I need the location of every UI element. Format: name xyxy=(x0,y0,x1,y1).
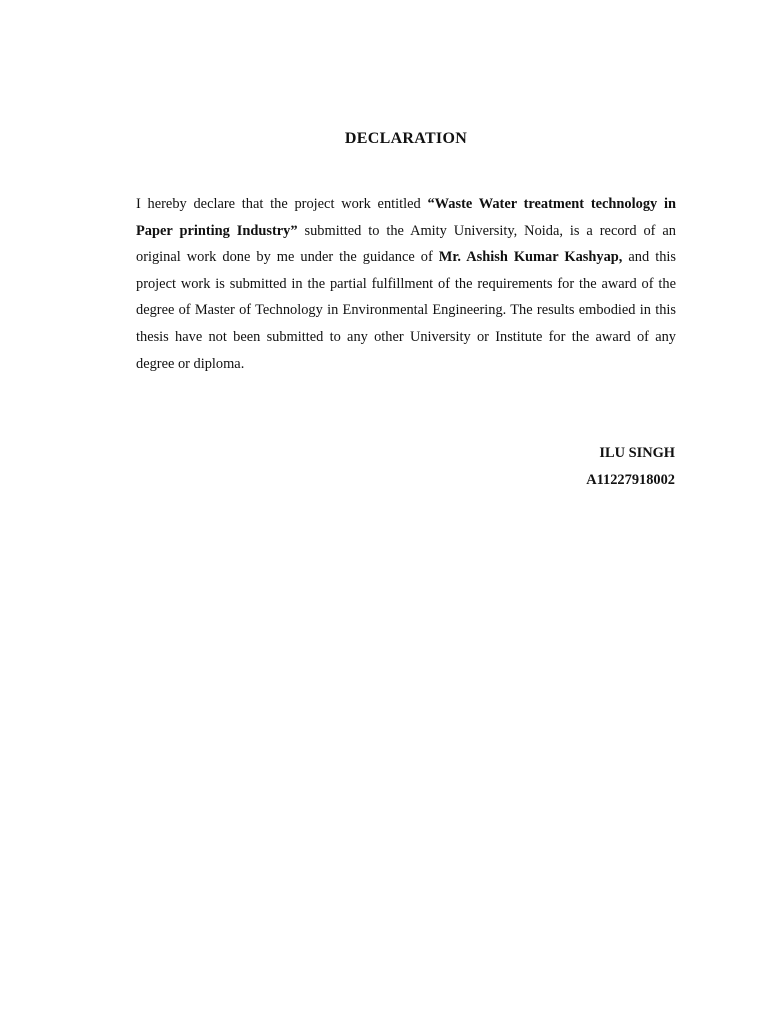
guide-name: Mr. Ashish Kumar Kashyap, xyxy=(438,249,623,266)
signatory-name: ILU SINGH xyxy=(599,445,675,461)
signature-block xyxy=(586,440,675,494)
paragraph-ending: and this project work is submitted in the partial fulfillment of the requirements for the award of the degree of Master of Technology in Environmental Engineering. The results embodied in this thesis have not been submitted to any other University or Institute for the award of any degree or diploma. xyxy=(136,249,676,372)
paragraph-middle: submitted to the Amity University, Noida, is a record of an original work done by me under the guidance of xyxy=(136,222,676,266)
enrollment-number: A11227918002 xyxy=(586,472,675,488)
declaration-paragraph xyxy=(136,191,676,377)
paragraph-intro: I hereby declare that the project work entitled xyxy=(136,196,428,212)
page-title: DECLARATION xyxy=(344,130,468,147)
project-title: “Waste Water treatment technology in Paper printing Industry” xyxy=(136,196,676,239)
